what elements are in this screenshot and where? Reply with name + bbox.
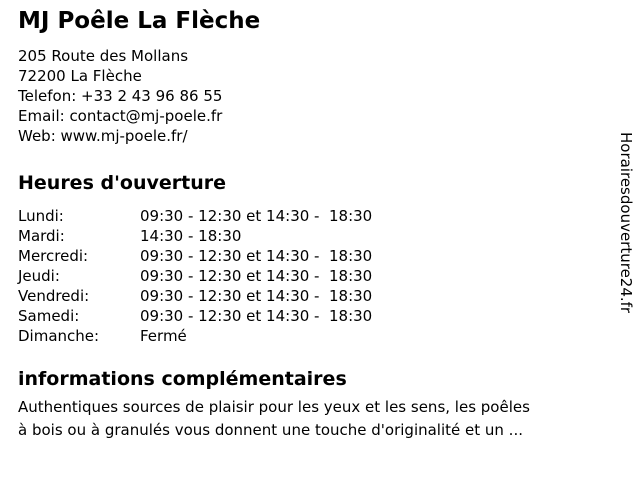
additional-info-text	[18, 396, 600, 442]
day-label: Mercredi:	[18, 247, 89, 265]
info-text-line: Authentiques sources de plaisir pour les yeux et les sens, les poêles	[18, 398, 530, 416]
address-line-street: 205 Route des Mollans	[18, 47, 189, 65]
day-times: Fermé	[140, 327, 187, 345]
day-times: 09:30 - 12:30 et 14:30 - 18:30	[140, 287, 373, 305]
day-label: Mardi:	[18, 227, 65, 245]
hours-row-tuesday	[18, 226, 600, 246]
phone-line: Telefon: +33 2 43 96 86 55	[18, 87, 223, 105]
day-times: 09:30 - 12:30 et 14:30 - 18:30	[140, 307, 373, 325]
day-label: Lundi:	[18, 207, 64, 225]
day-label: Dimanche:	[18, 327, 100, 345]
day-label: Samedi:	[18, 307, 80, 325]
website-line: Web: www.mj-poele.fr/	[18, 127, 188, 145]
page-title: MJ Poêle La Flèche	[18, 8, 261, 34]
address-line-city: 72200 La Flèche	[18, 67, 142, 85]
day-times: 09:30 - 12:30 et 14:30 - 18:30	[140, 267, 373, 285]
opening-hours-heading: Heures d'ouverture	[18, 172, 226, 194]
contact-block	[18, 46, 600, 146]
hours-row-thursday	[18, 266, 600, 286]
opening-hours-table	[18, 206, 600, 346]
hours-row-monday	[18, 206, 600, 226]
additional-info-heading: informations complémentaires	[18, 368, 347, 390]
watermark-vertical-brand: Horairesdouverture24.fr	[617, 132, 635, 314]
hours-row-sunday	[18, 326, 600, 346]
email-line: Email: contact@mj-poele.fr	[18, 107, 223, 125]
hours-row-friday	[18, 286, 600, 306]
day-label: Vendredi:	[18, 287, 90, 305]
hours-row-saturday	[18, 306, 600, 326]
day-times: 14:30 - 18:30	[140, 227, 242, 245]
hours-row-wednesday	[18, 246, 600, 266]
info-text-line: à bois ou à granulés vous donnent une touche d'originalité et un ...	[18, 421, 523, 439]
day-label: Jeudi:	[18, 267, 60, 285]
day-times: 09:30 - 12:30 et 14:30 - 18:30	[140, 207, 373, 225]
day-times: 09:30 - 12:30 et 14:30 - 18:30	[140, 247, 373, 265]
